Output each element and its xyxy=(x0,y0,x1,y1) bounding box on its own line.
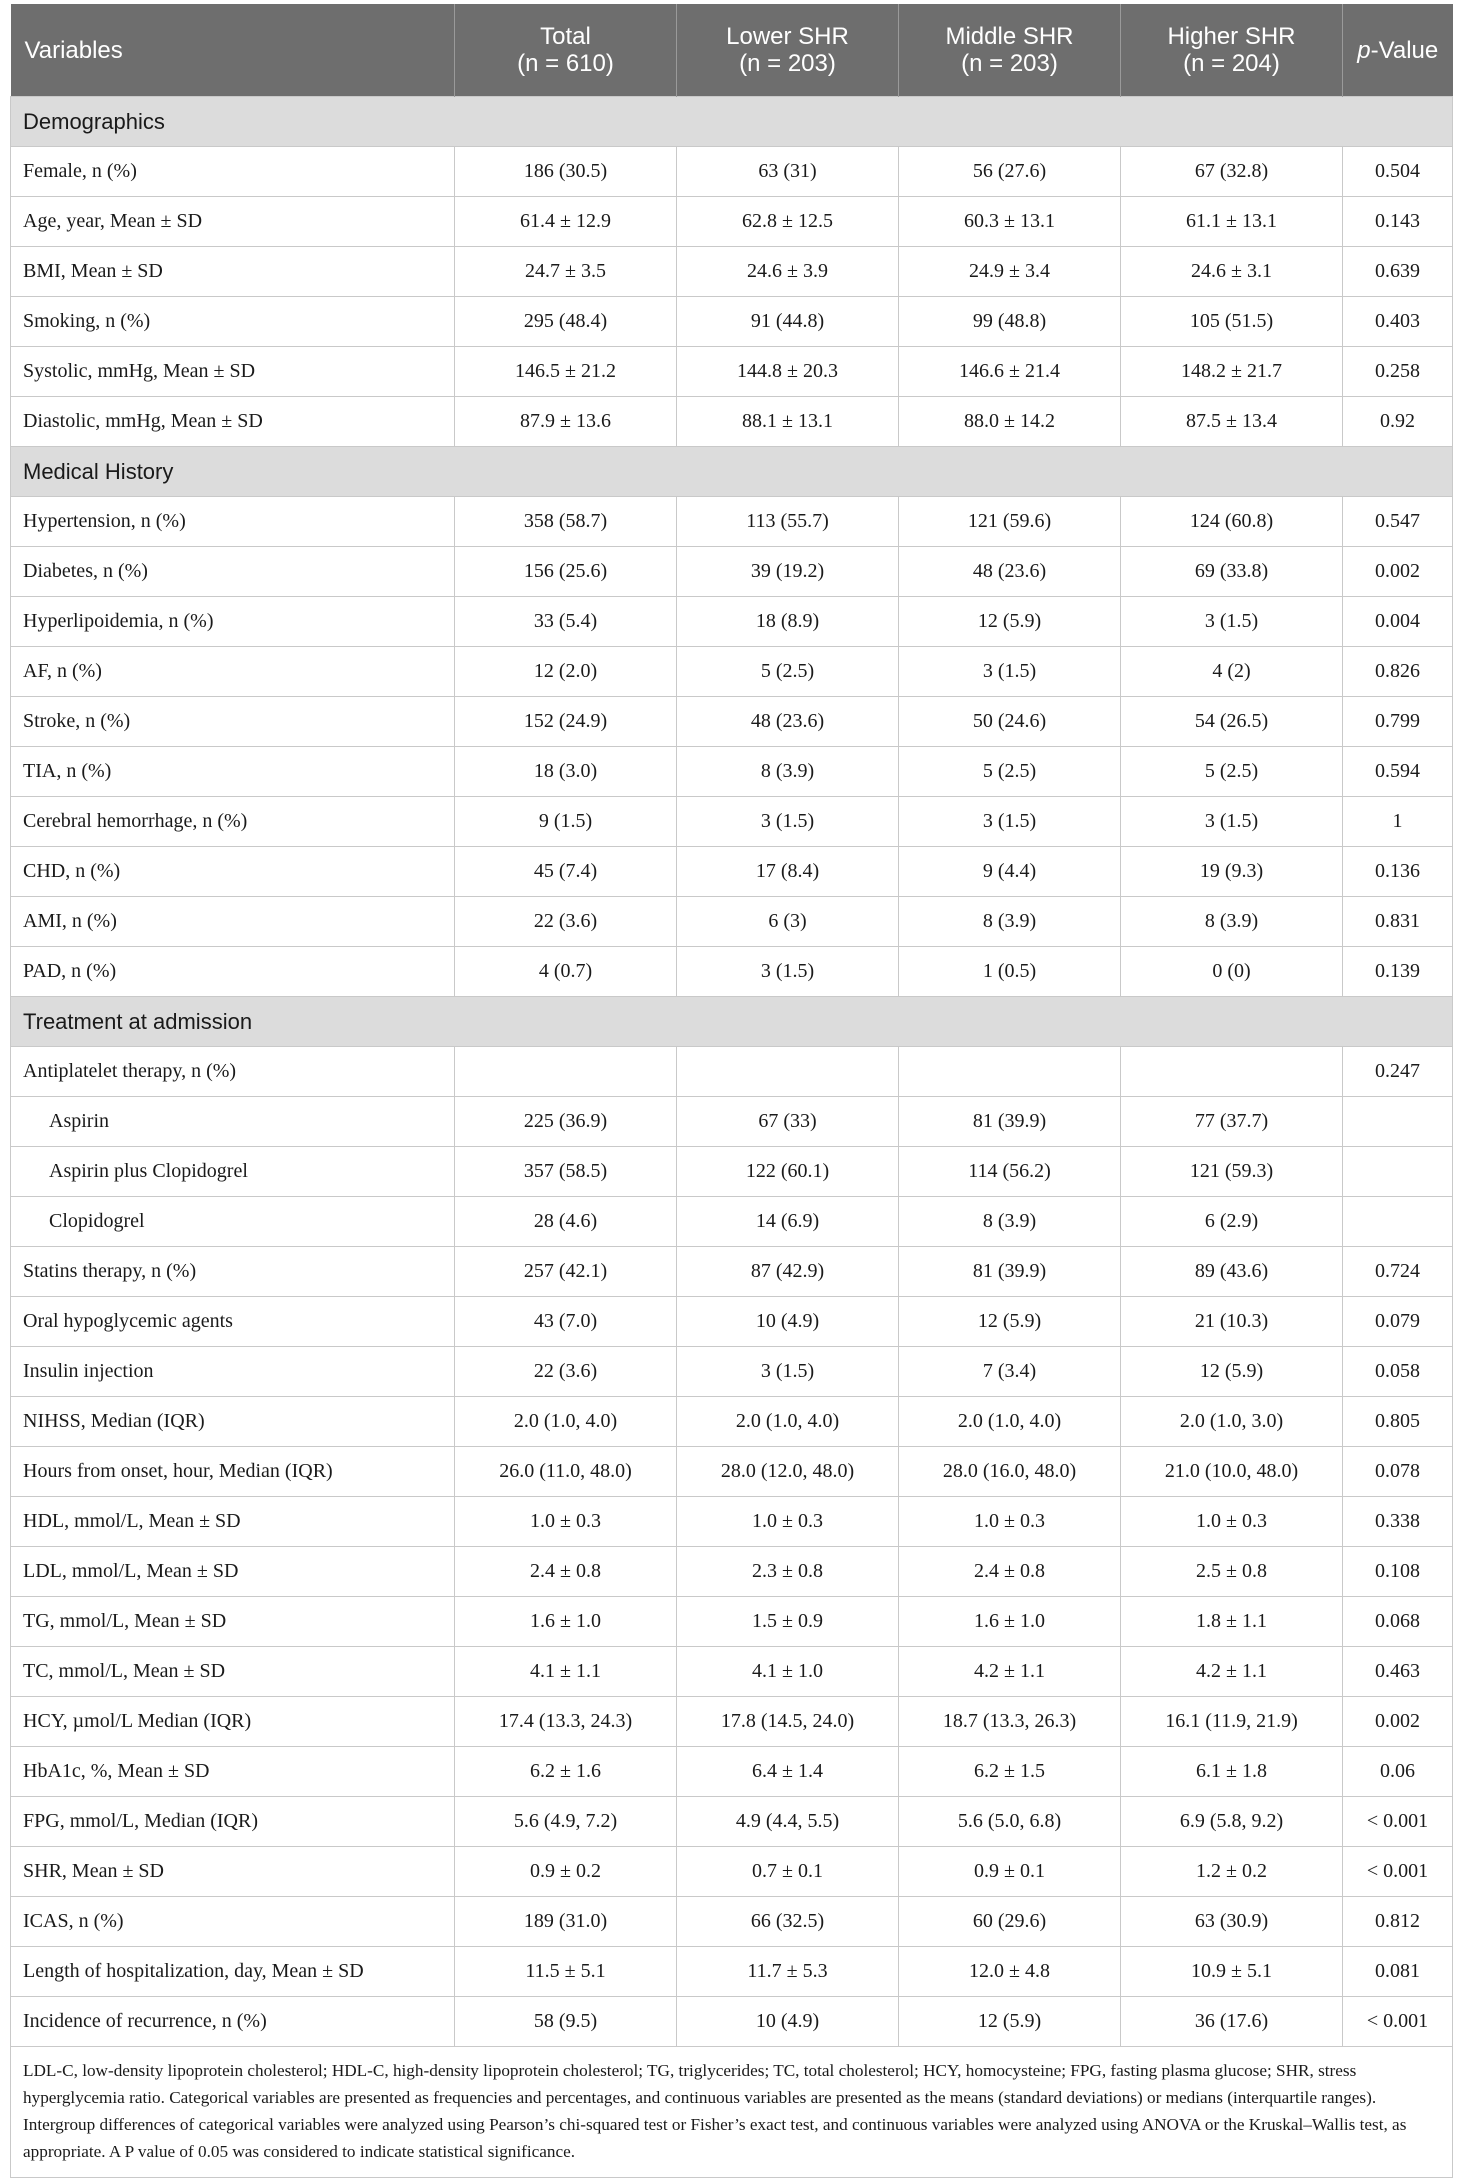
cell-higher: 69 (33.8) xyxy=(1121,547,1343,597)
cell-lower: 2.0 (1.0, 4.0) xyxy=(677,1397,899,1447)
cell-total: 2.0 (1.0, 4.0) xyxy=(455,1397,677,1447)
cell-higher: 10.9 ± 5.1 xyxy=(1121,1947,1343,1997)
cell-lower: 18 (8.9) xyxy=(677,597,899,647)
table-row xyxy=(11,897,1453,947)
cell-total: 152 (24.9) xyxy=(455,697,677,747)
cell-p-value: < 0.001 xyxy=(1343,1847,1453,1897)
cell-middle: 9 (4.4) xyxy=(899,847,1121,897)
table-footer xyxy=(11,2047,1453,2178)
cell-total: 22 (3.6) xyxy=(455,1347,677,1397)
cell-lower: 6.4 ± 1.4 xyxy=(677,1747,899,1797)
cell-lower: 24.6 ± 3.9 xyxy=(677,247,899,297)
cell-total: 11.5 ± 5.1 xyxy=(455,1947,677,1997)
table-row xyxy=(11,647,1453,697)
cell-higher: 124 (60.8) xyxy=(1121,497,1343,547)
cell-higher: 5 (2.5) xyxy=(1121,747,1343,797)
cell-middle: 3 (1.5) xyxy=(899,797,1121,847)
table-row xyxy=(11,1847,1453,1897)
cell-middle: 60.3 ± 13.1 xyxy=(899,197,1121,247)
cell-p-value xyxy=(1343,1197,1453,1247)
row-label: Diastolic, mmHg, Mean ± SD xyxy=(11,397,455,447)
cell-p-value: 0.805 xyxy=(1343,1397,1453,1447)
row-label: Aspirin xyxy=(11,1097,455,1147)
table-row xyxy=(11,1897,1453,1947)
section-title: Demographics xyxy=(11,97,1453,147)
header-middle-label: Middle SHR xyxy=(945,23,1074,50)
row-label: Female, n (%) xyxy=(11,147,455,197)
row-label: LDL, mmol/L, Mean ± SD xyxy=(11,1547,455,1597)
cell-lower: 91 (44.8) xyxy=(677,297,899,347)
cell-p-value: 0.826 xyxy=(1343,647,1453,697)
cell-middle: 81 (39.9) xyxy=(899,1247,1121,1297)
table-row xyxy=(11,1447,1453,1497)
table-row xyxy=(11,1197,1453,1247)
cell-lower: 4.9 (4.4, 5.5) xyxy=(677,1797,899,1847)
cell-total: 357 (58.5) xyxy=(455,1147,677,1197)
cell-total: 146.5 ± 21.2 xyxy=(455,347,677,397)
row-label: ICAS, n (%) xyxy=(11,1897,455,1947)
cell-total: 1.0 ± 0.3 xyxy=(455,1497,677,1547)
cell-higher: 63 (30.9) xyxy=(1121,1897,1343,1947)
cell-higher: 3 (1.5) xyxy=(1121,797,1343,847)
cell-higher: 21.0 (10.0, 48.0) xyxy=(1121,1447,1343,1497)
cell-higher: 4.2 ± 1.1 xyxy=(1121,1647,1343,1697)
cell-middle: 50 (24.6) xyxy=(899,697,1121,747)
cell-p-value: 0.799 xyxy=(1343,697,1453,747)
header-middle-shr xyxy=(899,4,1121,97)
table-row xyxy=(11,347,1453,397)
table-row xyxy=(11,1797,1453,1847)
cell-p-value: < 0.001 xyxy=(1343,1797,1453,1847)
header-lower-label: Lower SHR xyxy=(726,23,849,50)
row-label: Antiplatelet therapy, n (%) xyxy=(11,1047,455,1097)
cell-total: 0.9 ± 0.2 xyxy=(455,1847,677,1897)
cell-middle: 8 (3.9) xyxy=(899,1197,1121,1247)
cell-higher xyxy=(1121,1047,1343,1097)
table-row xyxy=(11,497,1453,547)
section-header-row xyxy=(11,997,1453,1047)
table-row xyxy=(11,947,1453,997)
cell-total: 45 (7.4) xyxy=(455,847,677,897)
table-row xyxy=(11,1147,1453,1197)
cell-higher: 24.6 ± 3.1 xyxy=(1121,247,1343,297)
cell-middle: 56 (27.6) xyxy=(899,147,1121,197)
cell-middle: 1.6 ± 1.0 xyxy=(899,1597,1121,1647)
cell-total: 1.6 ± 1.0 xyxy=(455,1597,677,1647)
cell-p-value: 0.139 xyxy=(1343,947,1453,997)
row-label: Systolic, mmHg, Mean ± SD xyxy=(11,347,455,397)
header-lower-shr xyxy=(677,4,899,97)
header-lower-n: (n = 203) xyxy=(739,50,836,77)
baseline-characteristics-table xyxy=(10,4,1453,2178)
table-row xyxy=(11,847,1453,897)
header-middle-n: (n = 203) xyxy=(961,50,1058,77)
cell-lower: 144.8 ± 20.3 xyxy=(677,347,899,397)
cell-lower: 66 (32.5) xyxy=(677,1897,899,1947)
cell-total: 2.4 ± 0.8 xyxy=(455,1547,677,1597)
cell-middle: 1 (0.5) xyxy=(899,947,1121,997)
cell-lower: 67 (33) xyxy=(677,1097,899,1147)
cell-p-value: 0.004 xyxy=(1343,597,1453,647)
cell-higher: 4 (2) xyxy=(1121,647,1343,697)
cell-middle: 121 (59.6) xyxy=(899,497,1121,547)
cell-middle: 18.7 (13.3, 26.3) xyxy=(899,1697,1121,1747)
cell-middle xyxy=(899,1047,1121,1097)
cell-total: 22 (3.6) xyxy=(455,897,677,947)
cell-lower: 17.8 (14.5, 24.0) xyxy=(677,1697,899,1747)
header-p-italic: p xyxy=(1357,36,1371,64)
row-label: HDL, mmol/L, Mean ± SD xyxy=(11,1497,455,1547)
cell-lower: 3 (1.5) xyxy=(677,797,899,847)
cell-total: 58 (9.5) xyxy=(455,1997,677,2047)
cell-higher: 121 (59.3) xyxy=(1121,1147,1343,1197)
cell-higher: 61.1 ± 13.1 xyxy=(1121,197,1343,247)
row-label: AMI, n (%) xyxy=(11,897,455,947)
header-total-n: (n = 610) xyxy=(517,50,614,77)
cell-lower: 2.3 ± 0.8 xyxy=(677,1547,899,1597)
table-row xyxy=(11,597,1453,647)
cell-higher: 2.5 ± 0.8 xyxy=(1121,1547,1343,1597)
cell-higher: 148.2 ± 21.7 xyxy=(1121,347,1343,397)
cell-higher: 2.0 (1.0, 3.0) xyxy=(1121,1397,1343,1447)
header-variables-label: Variables xyxy=(24,36,123,64)
cell-p-value: 0.136 xyxy=(1343,847,1453,897)
cell-higher: 19 (9.3) xyxy=(1121,847,1343,897)
cell-lower: 1.0 ± 0.3 xyxy=(677,1497,899,1547)
cell-lower: 14 (6.9) xyxy=(677,1197,899,1247)
table-row xyxy=(11,1947,1453,1997)
row-label: PAD, n (%) xyxy=(11,947,455,997)
cell-p-value: 0.081 xyxy=(1343,1947,1453,1997)
cell-lower: 4.1 ± 1.0 xyxy=(677,1647,899,1697)
cell-p-value: 0.463 xyxy=(1343,1647,1453,1697)
table-row xyxy=(11,1047,1453,1097)
table-row xyxy=(11,1747,1453,1797)
row-label: TG, mmol/L, Mean ± SD xyxy=(11,1597,455,1647)
cell-middle: 60 (29.6) xyxy=(899,1897,1121,1947)
table-row xyxy=(11,197,1453,247)
cell-higher: 105 (51.5) xyxy=(1121,297,1343,347)
cell-higher: 1.8 ± 1.1 xyxy=(1121,1597,1343,1647)
table-row xyxy=(11,1697,1453,1747)
row-label: BMI, Mean ± SD xyxy=(11,247,455,297)
cell-total: 18 (3.0) xyxy=(455,747,677,797)
cell-p-value: 0.002 xyxy=(1343,1697,1453,1747)
cell-p-value: 0.831 xyxy=(1343,897,1453,947)
cell-middle: 24.9 ± 3.4 xyxy=(899,247,1121,297)
cell-higher: 8 (3.9) xyxy=(1121,897,1343,947)
cell-middle: 88.0 ± 14.2 xyxy=(899,397,1121,447)
section-header-row xyxy=(11,447,1453,497)
cell-lower: 17 (8.4) xyxy=(677,847,899,897)
cell-higher: 6.1 ± 1.8 xyxy=(1121,1747,1343,1797)
table-row xyxy=(11,1347,1453,1397)
row-label: HCY, µmol/L Median (IQR) xyxy=(11,1697,455,1747)
table-footnote: LDL-C, low-density lipoprotein cholesterol; HDL-C, high-density lipoprotein cholesterol; TG, triglycerides; TC, total cholesterol; HCY, homocysteine; FPG, fasting plasma glucose; SHR, stress hyperglycemia ratio. Categorical variables are presented as frequencies and percentages, and continuous variables are presented as the means (standard deviations) or medians (interquartile ranges). Intergroup differences of categorical variables were analyzed using Pearson’s chi-squared test or Fisher’s exact test, and continuous variables were analyzed using ANOVA or the Kruskal–Wallis test, as appropriate. A P value of 0.05 was considered to indicate statistical significance. xyxy=(11,2047,1453,2178)
header-p-rest: -Value xyxy=(1370,36,1439,64)
cell-middle: 1.0 ± 0.3 xyxy=(899,1497,1121,1547)
row-label: Smoking, n (%) xyxy=(11,297,455,347)
cell-lower xyxy=(677,1047,899,1097)
cell-p-value: 0.078 xyxy=(1343,1447,1453,1497)
cell-p-value: 1 xyxy=(1343,797,1453,847)
row-label: Hours from onset, hour, Median (IQR) xyxy=(11,1447,455,1497)
cell-p-value: 0.258 xyxy=(1343,347,1453,397)
cell-lower: 10 (4.9) xyxy=(677,1997,899,2047)
cell-total: 4 (0.7) xyxy=(455,947,677,997)
cell-middle: 8 (3.9) xyxy=(899,897,1121,947)
cell-middle: 5.6 (5.0, 6.8) xyxy=(899,1797,1121,1847)
cell-p-value: 0.594 xyxy=(1343,747,1453,797)
cell-p-value: < 0.001 xyxy=(1343,1997,1453,2047)
table-row xyxy=(11,1297,1453,1347)
footnote-row xyxy=(11,2047,1453,2178)
cell-p-value: 0.338 xyxy=(1343,1497,1453,1547)
cell-p-value: 0.504 xyxy=(1343,147,1453,197)
table-row xyxy=(11,397,1453,447)
row-label: Aspirin plus Clopidogrel xyxy=(11,1147,455,1197)
cell-total: 189 (31.0) xyxy=(455,1897,677,1947)
cell-total: 28 (4.6) xyxy=(455,1197,677,1247)
row-label: SHR, Mean ± SD xyxy=(11,1847,455,1897)
cell-lower: 3 (1.5) xyxy=(677,1347,899,1397)
row-label: Hypertension, n (%) xyxy=(11,497,455,547)
row-label: HbA1c, %, Mean ± SD xyxy=(11,1747,455,1797)
cell-middle: 0.9 ± 0.1 xyxy=(899,1847,1121,1897)
cell-lower: 1.5 ± 0.9 xyxy=(677,1597,899,1647)
header-total-label: Total xyxy=(540,23,591,50)
row-label: FPG, mmol/L, Median (IQR) xyxy=(11,1797,455,1847)
header-p-value xyxy=(1343,4,1453,97)
cell-lower: 39 (19.2) xyxy=(677,547,899,597)
cell-lower: 8 (3.9) xyxy=(677,747,899,797)
table-row xyxy=(11,1497,1453,1547)
cell-p-value xyxy=(1343,1097,1453,1147)
cell-middle: 2.4 ± 0.8 xyxy=(899,1547,1121,1597)
header-higher-n: (n = 204) xyxy=(1183,50,1280,77)
row-label: Age, year, Mean ± SD xyxy=(11,197,455,247)
cell-lower: 28.0 (12.0, 48.0) xyxy=(677,1447,899,1497)
table-row xyxy=(11,1647,1453,1697)
cell-total: 6.2 ± 1.6 xyxy=(455,1747,677,1797)
cell-middle: 12.0 ± 4.8 xyxy=(899,1947,1121,1997)
cell-lower: 10 (4.9) xyxy=(677,1297,899,1347)
row-label: Hyperlipoidemia, n (%) xyxy=(11,597,455,647)
table-row xyxy=(11,1547,1453,1597)
cell-lower: 0.7 ± 0.1 xyxy=(677,1847,899,1897)
table-row xyxy=(11,1597,1453,1647)
cell-higher: 6 (2.9) xyxy=(1121,1197,1343,1247)
cell-higher: 89 (43.6) xyxy=(1121,1247,1343,1297)
row-label: Length of hospitalization, day, Mean ± SD xyxy=(11,1947,455,1997)
cell-higher: 67 (32.8) xyxy=(1121,147,1343,197)
cell-total: 186 (30.5) xyxy=(455,147,677,197)
cell-higher: 36 (17.6) xyxy=(1121,1997,1343,2047)
cell-total: 4.1 ± 1.1 xyxy=(455,1647,677,1697)
cell-p-value: 0.058 xyxy=(1343,1347,1453,1397)
cell-p-value: 0.068 xyxy=(1343,1597,1453,1647)
cell-lower: 5 (2.5) xyxy=(677,647,899,697)
cell-middle: 3 (1.5) xyxy=(899,647,1121,697)
cell-higher: 21 (10.3) xyxy=(1121,1297,1343,1347)
cell-higher: 0 (0) xyxy=(1121,947,1343,997)
table-row xyxy=(11,297,1453,347)
cell-p-value: 0.108 xyxy=(1343,1547,1453,1597)
row-label: Clopidogrel xyxy=(11,1197,455,1247)
cell-higher: 54 (26.5) xyxy=(1121,697,1343,747)
cell-higher: 3 (1.5) xyxy=(1121,597,1343,647)
cell-middle: 114 (56.2) xyxy=(899,1147,1121,1197)
table-body xyxy=(11,97,1453,2047)
cell-total: 9 (1.5) xyxy=(455,797,677,847)
cell-middle: 99 (48.8) xyxy=(899,297,1121,347)
cell-total: 61.4 ± 12.9 xyxy=(455,197,677,247)
cell-total: 26.0 (11.0, 48.0) xyxy=(455,1447,677,1497)
table-row xyxy=(11,1997,1453,2047)
header-total xyxy=(455,4,677,97)
cell-higher: 87.5 ± 13.4 xyxy=(1121,397,1343,447)
cell-middle: 12 (5.9) xyxy=(899,597,1121,647)
cell-p-value xyxy=(1343,1147,1453,1197)
cell-middle: 81 (39.9) xyxy=(899,1097,1121,1147)
cell-total: 295 (48.4) xyxy=(455,297,677,347)
cell-middle: 12 (5.9) xyxy=(899,1297,1121,1347)
table-row xyxy=(11,747,1453,797)
row-label: Oral hypoglycemic agents xyxy=(11,1297,455,1347)
cell-p-value: 0.002 xyxy=(1343,547,1453,597)
cell-total: 225 (36.9) xyxy=(455,1097,677,1147)
header-variables xyxy=(11,4,455,97)
header-higher-label: Higher SHR xyxy=(1167,23,1296,50)
cell-higher: 77 (37.7) xyxy=(1121,1097,1343,1147)
cell-p-value: 0.247 xyxy=(1343,1047,1453,1097)
cell-total: 257 (42.1) xyxy=(455,1247,677,1297)
cell-middle: 28.0 (16.0, 48.0) xyxy=(899,1447,1121,1497)
row-label: Statins therapy, n (%) xyxy=(11,1247,455,1297)
row-label: AF, n (%) xyxy=(11,647,455,697)
row-label: TIA, n (%) xyxy=(11,747,455,797)
section-header-row xyxy=(11,97,1453,147)
cell-middle: 7 (3.4) xyxy=(899,1347,1121,1397)
section-title: Treatment at admission xyxy=(11,997,1453,1047)
cell-higher: 16.1 (11.9, 21.9) xyxy=(1121,1697,1343,1747)
table-row xyxy=(11,1097,1453,1147)
cell-lower: 48 (23.6) xyxy=(677,697,899,747)
cell-p-value: 0.06 xyxy=(1343,1747,1453,1797)
table-row xyxy=(11,147,1453,197)
cell-p-value: 0.92 xyxy=(1343,397,1453,447)
cell-lower: 62.8 ± 12.5 xyxy=(677,197,899,247)
section-title: Medical History xyxy=(11,447,1453,497)
baseline-characteristics-table-container xyxy=(10,4,1452,2178)
cell-higher: 1.0 ± 0.3 xyxy=(1121,1497,1343,1547)
cell-p-value: 0.639 xyxy=(1343,247,1453,297)
cell-total xyxy=(455,1047,677,1097)
cell-total: 358 (58.7) xyxy=(455,497,677,547)
table-row xyxy=(11,547,1453,597)
cell-lower: 87 (42.9) xyxy=(677,1247,899,1297)
cell-p-value: 0.547 xyxy=(1343,497,1453,547)
cell-lower: 113 (55.7) xyxy=(677,497,899,547)
cell-total: 87.9 ± 13.6 xyxy=(455,397,677,447)
cell-p-value: 0.143 xyxy=(1343,197,1453,247)
header-higher-shr xyxy=(1121,4,1343,97)
cell-higher: 1.2 ± 0.2 xyxy=(1121,1847,1343,1897)
cell-middle: 5 (2.5) xyxy=(899,747,1121,797)
cell-total: 43 (7.0) xyxy=(455,1297,677,1347)
cell-higher: 6.9 (5.8, 9.2) xyxy=(1121,1797,1343,1847)
row-label: Diabetes, n (%) xyxy=(11,547,455,597)
row-label: Stroke, n (%) xyxy=(11,697,455,747)
header-row xyxy=(11,4,1453,97)
cell-p-value: 0.724 xyxy=(1343,1247,1453,1297)
table-row xyxy=(11,797,1453,847)
table-header xyxy=(11,4,1453,97)
cell-lower: 63 (31) xyxy=(677,147,899,197)
row-label: CHD, n (%) xyxy=(11,847,455,897)
cell-total: 156 (25.6) xyxy=(455,547,677,597)
row-label: TC, mmol/L, Mean ± SD xyxy=(11,1647,455,1697)
cell-p-value: 0.079 xyxy=(1343,1297,1453,1347)
cell-higher: 12 (5.9) xyxy=(1121,1347,1343,1397)
cell-p-value: 0.403 xyxy=(1343,297,1453,347)
cell-total: 12 (2.0) xyxy=(455,647,677,697)
cell-middle: 4.2 ± 1.1 xyxy=(899,1647,1121,1697)
cell-lower: 88.1 ± 13.1 xyxy=(677,397,899,447)
cell-lower: 6 (3) xyxy=(677,897,899,947)
table-row xyxy=(11,697,1453,747)
cell-lower: 11.7 ± 5.3 xyxy=(677,1947,899,1997)
row-label: NIHSS, Median (IQR) xyxy=(11,1397,455,1447)
cell-total: 33 (5.4) xyxy=(455,597,677,647)
cell-lower: 122 (60.1) xyxy=(677,1147,899,1197)
cell-middle: 6.2 ± 1.5 xyxy=(899,1747,1121,1797)
cell-total: 17.4 (13.3, 24.3) xyxy=(455,1697,677,1747)
cell-lower: 3 (1.5) xyxy=(677,947,899,997)
row-label: Incidence of recurrence, n (%) xyxy=(11,1997,455,2047)
row-label: Cerebral hemorrhage, n (%) xyxy=(11,797,455,847)
cell-p-value: 0.812 xyxy=(1343,1897,1453,1947)
table-row xyxy=(11,1397,1453,1447)
cell-middle: 2.0 (1.0, 4.0) xyxy=(899,1397,1121,1447)
cell-total: 24.7 ± 3.5 xyxy=(455,247,677,297)
cell-total: 5.6 (4.9, 7.2) xyxy=(455,1797,677,1847)
table-row xyxy=(11,1247,1453,1297)
cell-middle: 146.6 ± 21.4 xyxy=(899,347,1121,397)
cell-middle: 48 (23.6) xyxy=(899,547,1121,597)
table-row xyxy=(11,247,1453,297)
cell-middle: 12 (5.9) xyxy=(899,1997,1121,2047)
row-label: Insulin injection xyxy=(11,1347,455,1397)
